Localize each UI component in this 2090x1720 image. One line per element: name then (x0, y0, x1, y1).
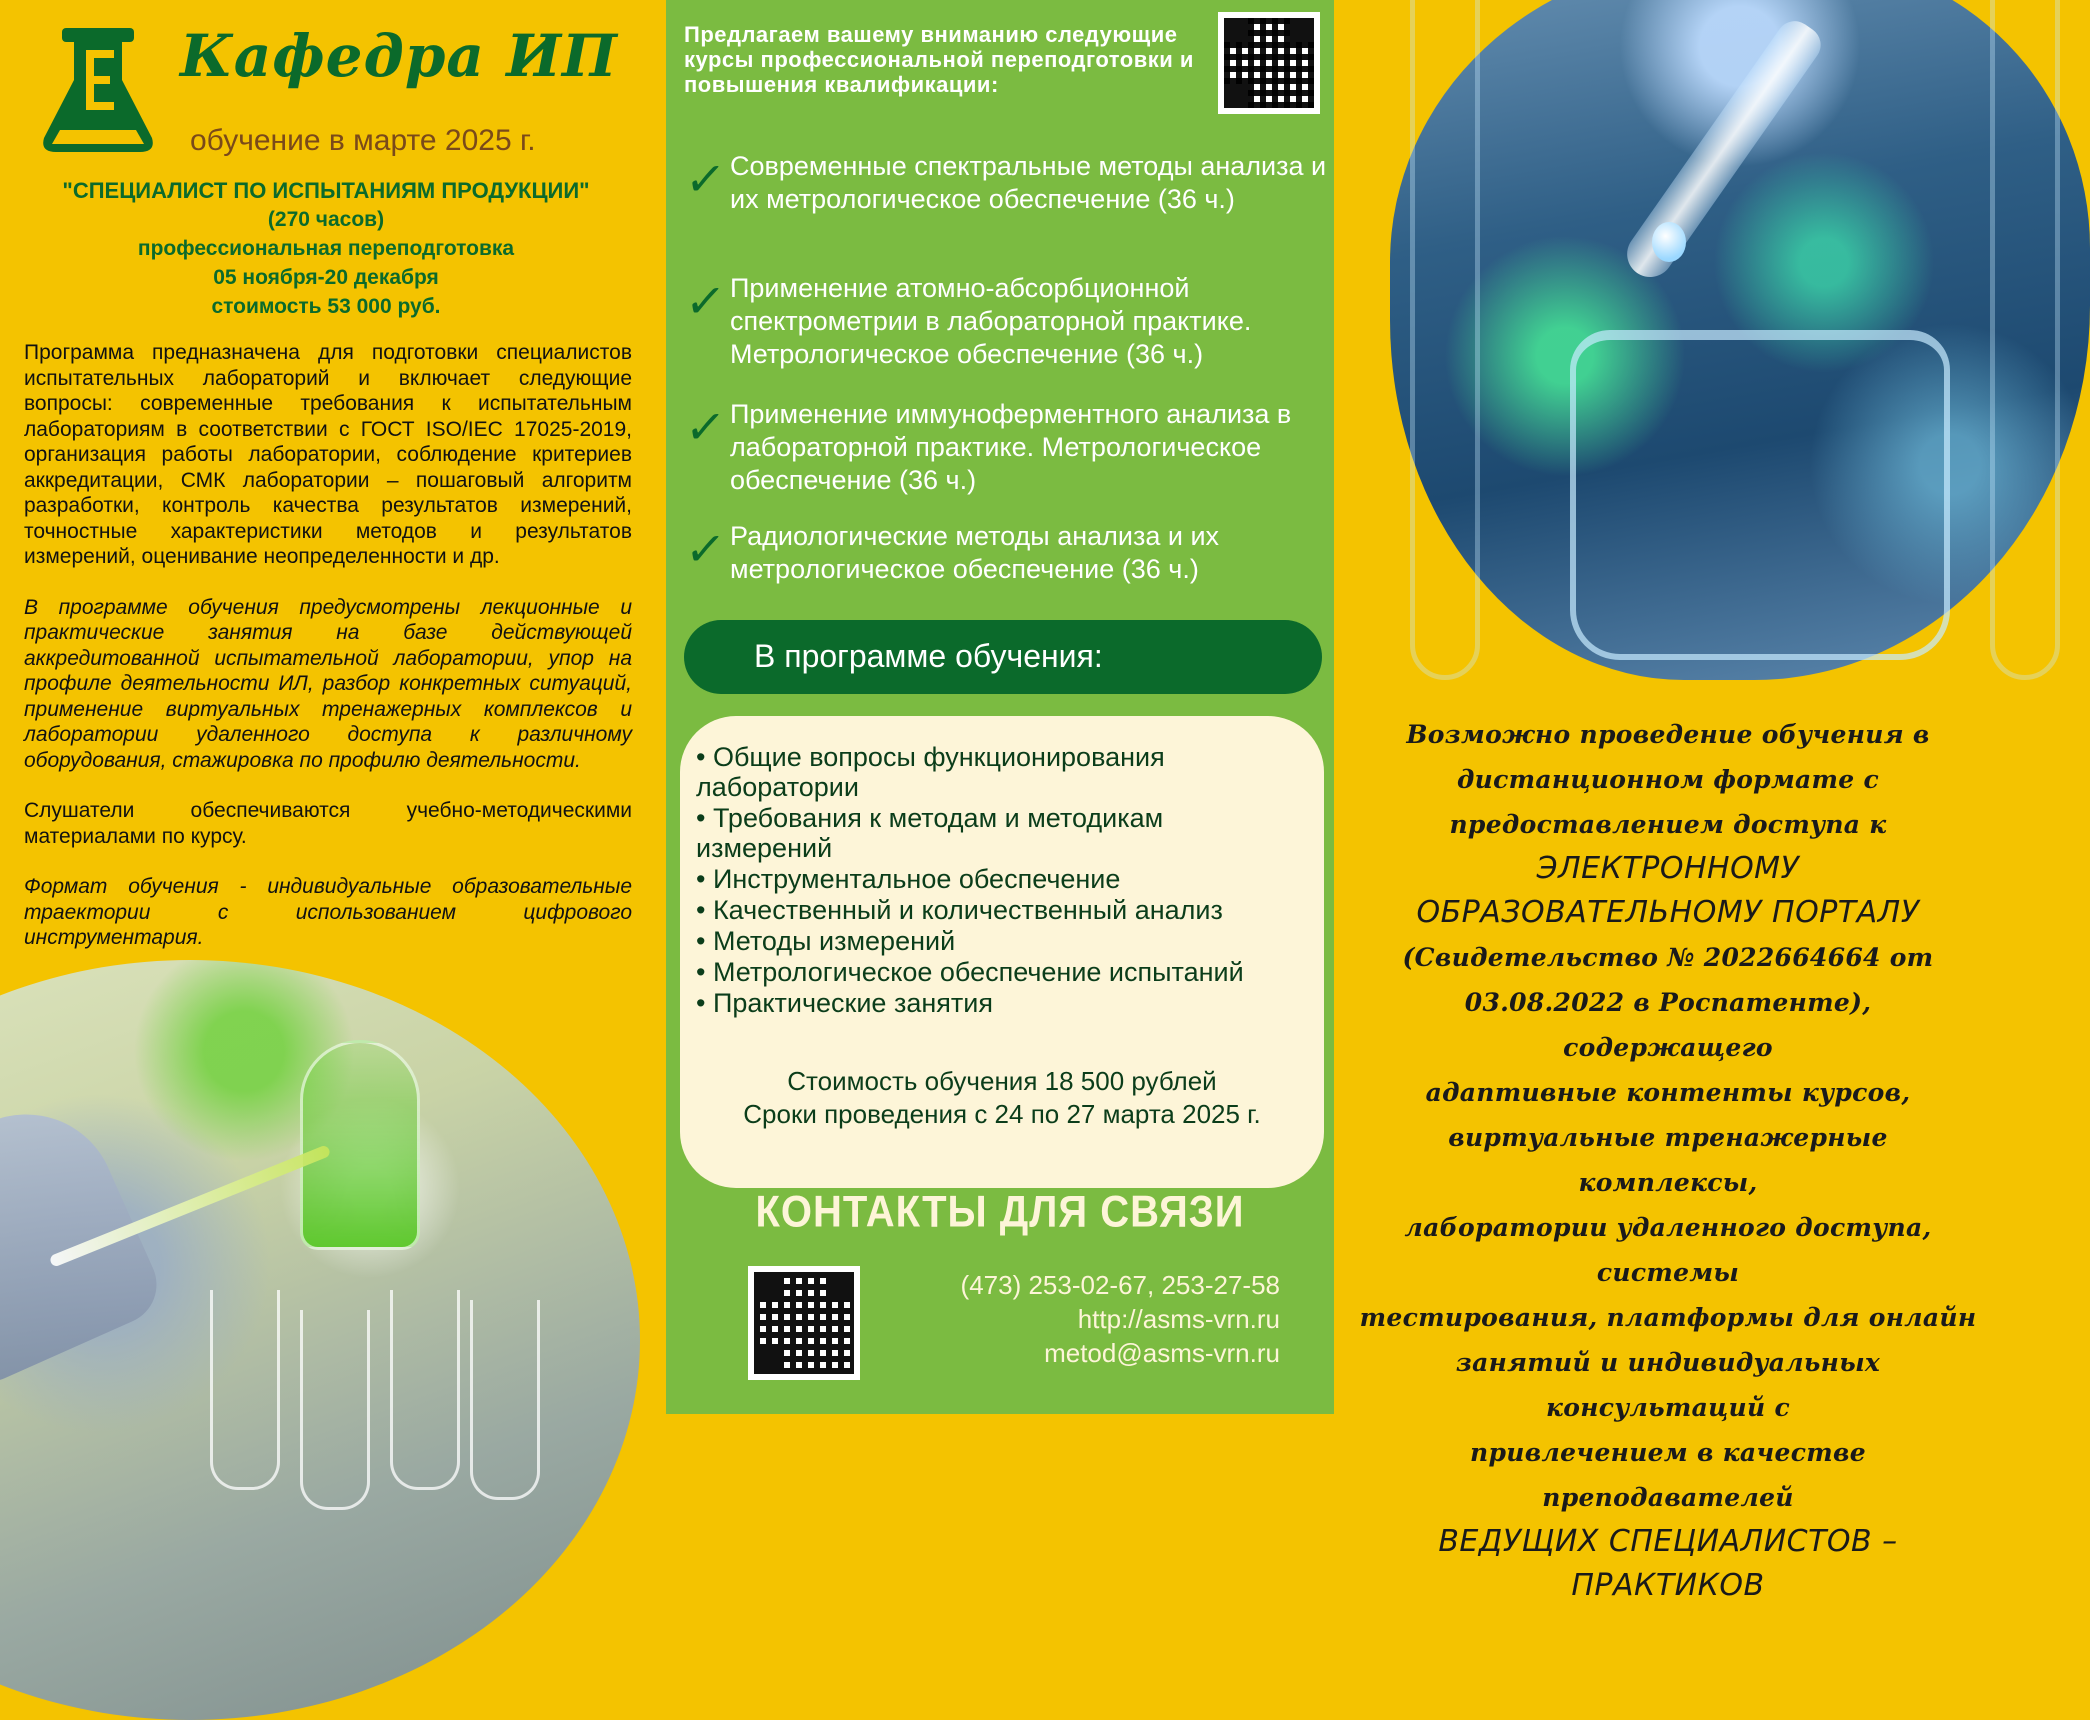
distance-learning-line: дистанционном формате с (1456, 765, 1880, 794)
contact-email[interactable]: metod@asms-vrn.ru (1044, 1338, 1280, 1368)
description-paragraph: Формат обучения - индивидуальные образовательные траектории с использованием цифрового инструментария. (24, 875, 632, 949)
contacts-title: КОНТАКТЫ ДЛЯ СВЯЗИ (755, 1187, 1245, 1237)
distance-learning-line: 03.08.2022 в Роспатенте), содержащего (1464, 988, 1872, 1062)
distance-learning-line: адаптивные контенты курсов, (1425, 1078, 1911, 1107)
checkmark-icon: ✓ (682, 274, 729, 328)
test-tube-graphic (300, 1310, 370, 1510)
course-name: "СПЕЦИАЛИСТ ПО ИСПЫТАНИЯМ ПРОДУКЦИИ" (62, 178, 590, 203)
program-list-item: • Практические занятия (696, 988, 993, 1018)
description-paragraph: В программе обучения предусмотрены лекционные и практические занятия на базе действующей аккредитованной испытательной лаборатории, упор на профиле деятельности ИЛ, разбор конкретных ситуаций, применение виртуальных тренажерных комплексов и лаборатории удаленного доступа к различному оборудования, стажировка по профилю деятельности. (24, 595, 632, 772)
course-item-text: Применение атомно-абсорбционной спектрометрии в лабораторной практике. Метрологическое обеспечение (36 ч.) (730, 273, 1252, 369)
distance-learning-line: тестирования, платформы для онлайн (1359, 1303, 1977, 1332)
course-hours: (270 часов) (267, 208, 385, 231)
right-panel (1334, 0, 2000, 1603)
courses-intro: Предлагаем вашему вниманию следующие курсы профессиональной переподготовки и повышения квалификации: (684, 22, 1194, 97)
qr-code-top[interactable] (1218, 12, 1320, 114)
program-list (696, 742, 1306, 1019)
program-description (24, 340, 632, 976)
distance-learning-line: занятий и индивидуальных консультаций с (1455, 1348, 1881, 1422)
contacts-block (961, 1268, 1280, 1370)
distance-learning-line: предоставлением доступа к (1449, 810, 1887, 839)
training-date: обучение в марте 2025 г. (190, 124, 536, 157)
test-tube-graphic (470, 1300, 540, 1500)
program-list-item: • Метрологическое обеспечение испытаний (696, 957, 1244, 987)
course-item-text: Радиологические методы анализа и их метрологическое обеспечение (36 ч.) (730, 521, 1220, 584)
contact-phone[interactable]: (473) 253-02-67, 253-27-58 (960, 1270, 1280, 1300)
distance-learning-line: ОБРАЗОВАТЕЛЬНОМУ ПОРТАЛУ (1416, 895, 1920, 930)
gloved-hand-graphic (0, 1086, 169, 1395)
program-list-item: • Методы измерений (696, 926, 956, 956)
test-tube-graphic (210, 1290, 280, 1490)
test-tube-graphic (1410, 0, 1480, 680)
distance-learning-line: Возможно проведение обучения в (1406, 720, 1930, 749)
distance-learning-line: виртуальные тренажерные комплексы, (1448, 1123, 1888, 1197)
program-heading-pill (684, 620, 1322, 694)
training-dates: Сроки проведения с 24 по 27 марта 2025 г. (743, 1099, 1261, 1129)
contact-website[interactable]: http://asms-vrn.ru (1077, 1304, 1280, 1334)
course-type: профессиональная переподготовка (137, 237, 515, 260)
course-info-block (16, 176, 636, 321)
beaker-graphic (1570, 330, 1950, 660)
distance-learning-line: ЭЛЕКТРОННОМУ (1536, 851, 1800, 886)
program-heading: В программе обучения: (754, 638, 1103, 674)
description-paragraph: Программа предназначена для подготовки специалистов испытательных лабораторий и включает следующие вопросы: современные требования к испытательным лабораториям в соответствии с ГОСТ ISO/IEC 17025-2019, организация работы лаборатории, соблюдение критериев аккредитации, СМК лаборатории – пошаговый алгоритм разработки, контроль качества результатов измерений, точностные характеристики методов и результатов измерений, оценивание неопределенности и др. (24, 341, 632, 568)
program-list-item: • Качественный и количественный анализ (696, 895, 1223, 925)
left-panel (0, 0, 666, 1414)
checkmark-icon: ✓ (682, 152, 729, 206)
distance-learning-line: ВЕДУЩИХ СПЕЦИАЛИСТОВ – (1438, 1524, 1898, 1559)
qr-code-bottom[interactable] (748, 1266, 860, 1380)
program-box (680, 716, 1324, 1188)
course-item-text: Применение иммуноферментного анализа в лабораторной практике. Метрологическое обеспечение (36 ч.) (730, 399, 1292, 495)
test-tube-graphic (390, 1290, 460, 1490)
course-item-text: Современные спектральные методы анализа и их метрологическое обеспечение (36 ч.) (730, 151, 1327, 214)
flask-logo-icon (40, 26, 156, 154)
middle-panel (666, 0, 1334, 1414)
distance-learning-text (1358, 712, 1978, 1608)
distance-learning-line: лаборатории удаленного доступа, системы (1404, 1213, 1932, 1287)
green-flask-graphic (300, 1040, 420, 1250)
lab-photo-left (0, 960, 640, 1720)
description-paragraph: Слушатели обеспечиваются учебно-методическими материалами по курсу. (24, 799, 632, 848)
lab-photo-right (1390, 0, 2090, 680)
pipette-graphic (1618, 14, 1828, 286)
checkmark-icon: ✓ (682, 522, 729, 576)
department-title: Кафедра ИП (180, 22, 618, 90)
program-list-item: • Инструментальное обеспечение (696, 864, 1121, 894)
droplet-graphic (1652, 222, 1686, 262)
distance-learning-line: ПРАКТИКОВ (1571, 1568, 1765, 1603)
course-cost: стоимость 53 000 руб. (211, 295, 441, 318)
distance-learning-line: (Свидетельство № 2022664664 от (1402, 943, 1934, 972)
course-dates: 05 ноября-20 декабря (213, 266, 439, 289)
training-cost: Стоимость обучения 18 500 рублей (787, 1066, 1217, 1096)
test-tube-graphic (1990, 0, 2060, 680)
program-list-item: • Общие вопросы функционирования лаборатории (696, 742, 1165, 802)
program-list-item: • Требования к методам и методикам измерений (696, 803, 1164, 863)
distance-learning-line: привлечением в качестве преподавателей (1470, 1438, 1866, 1512)
checkmark-icon: ✓ (682, 400, 729, 454)
